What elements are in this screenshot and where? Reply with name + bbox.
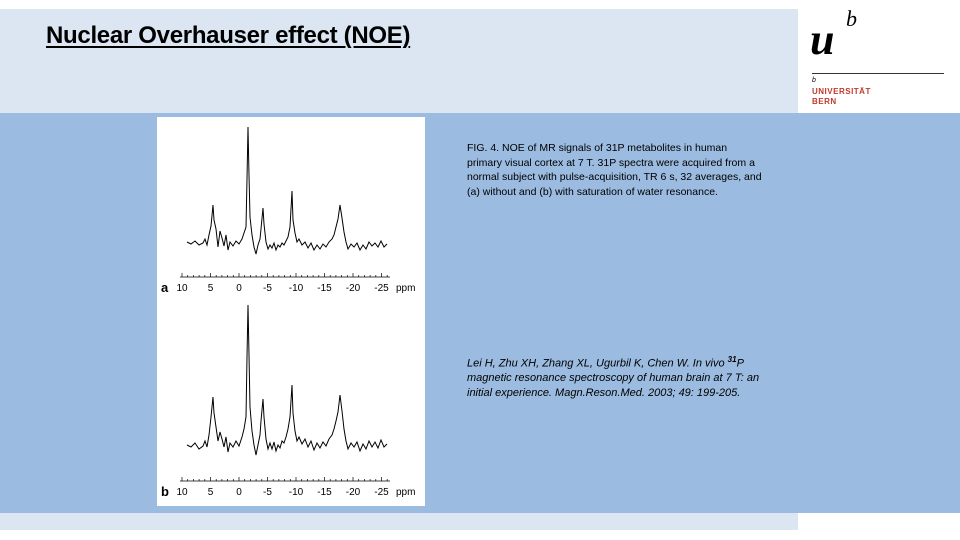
axis-tick-label: -15 (317, 283, 332, 294)
logo-university-text (812, 87, 871, 107)
axis-tick-label: 10 (176, 487, 188, 498)
axis-tick-label: 5 (207, 283, 214, 294)
axis-tick-label: -20 (345, 283, 361, 294)
axis-tick-labels-a (176, 283, 389, 294)
axis-tick-labels-b (176, 487, 389, 498)
logo-line-universitat: UNIVERSITÄT (812, 87, 871, 96)
axis-ticks-b (182, 477, 387, 481)
axis-tick-label: -10 (288, 487, 304, 498)
logo-b-mark: b (846, 6, 857, 31)
spectra-figure (157, 117, 425, 506)
spectrum-trace-b (187, 305, 387, 455)
axis-unit-b: ppm (396, 487, 416, 498)
reference-citation (467, 353, 767, 400)
axis-tick-label: -25 (374, 283, 389, 294)
logo-line-bern: BERN (812, 97, 837, 106)
panel-label-b: b (161, 484, 169, 499)
university-logo (808, 8, 948, 108)
logo-divider (812, 73, 944, 74)
axis-tick-label: -5 (263, 487, 272, 498)
footer-band (0, 513, 798, 530)
figure-caption: FIG. 4. NOE of MR signals of 31P metabolites in human primary visual cortex at 7 T. 31P spectra were acquired from a normal subject with pulse-acquisition, TR 6 s, 32 averages, and (a) without and (b) with saturation of water resonance. (467, 142, 762, 198)
logo-small-b: b (812, 77, 816, 84)
spectrum-trace-a (187, 127, 387, 254)
axis-tick-label: -10 (288, 283, 304, 294)
axis-tick-label: 0 (236, 487, 242, 498)
slide-title: Nuclear Overhauser effect (NOE) (46, 22, 411, 49)
panel-label-a: a (161, 280, 169, 295)
spectrum-panel-b (161, 305, 415, 499)
axis-ticks-a (182, 273, 387, 277)
axis-tick-label: 0 (236, 283, 242, 294)
citation-text-pre: Lei H, Zhu XH, Zhang XL, Ugurbil K, Chen W. In vivo (467, 357, 728, 370)
citation-text-post: P magnetic resonance spectroscopy of human brain at 7 T: an initial experience. Magn.Reson.Med. 2003; 49: 199-205. (467, 357, 760, 399)
spectrum-panel-a (161, 127, 415, 295)
axis-tick-label: -25 (374, 487, 389, 498)
spectra-svg (157, 117, 425, 506)
axis-tick-label: 10 (176, 283, 188, 294)
citation-superscript: 31 (727, 355, 737, 364)
axis-tick-label: -5 (263, 283, 272, 294)
axis-tick-label: 5 (207, 487, 214, 498)
axis-unit-a: ppm (396, 283, 416, 294)
axis-tick-label: -15 (317, 487, 332, 498)
logo-u-mark: u (810, 15, 835, 64)
axis-tick-label: -20 (345, 487, 361, 498)
